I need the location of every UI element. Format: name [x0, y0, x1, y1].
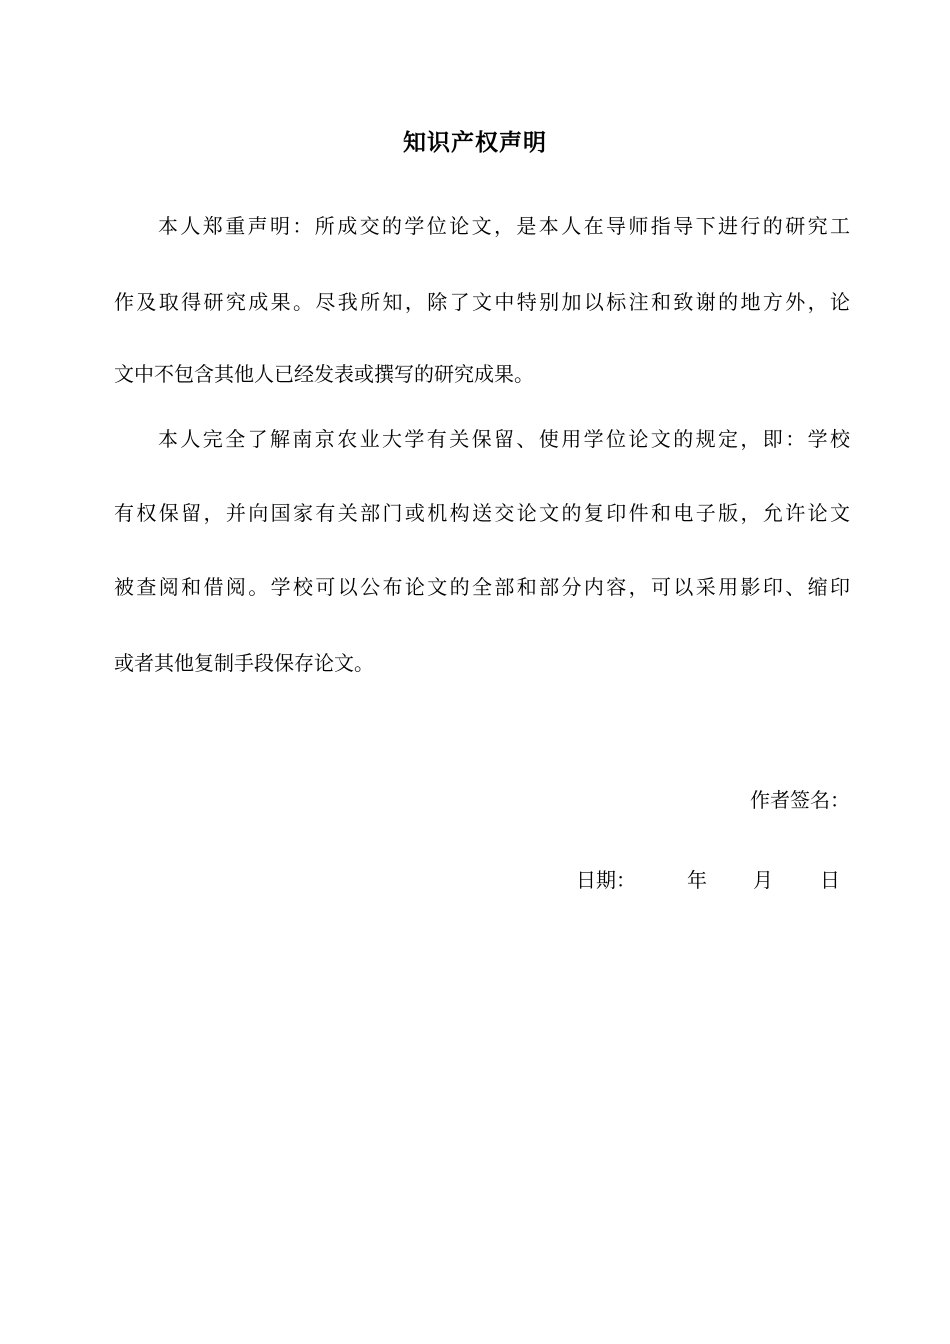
paragraph-1-line-1: 本人郑重声明：所成交的学位论文，是本人在导师指导下进行的研究工 [158, 214, 850, 238]
author-signature-label: 作者签名： [750, 788, 850, 812]
paragraph-1-line-3: 文中不包含其他人已经发表或撰写的研究成果。 [114, 362, 534, 386]
paragraph-2-line-2: 有权保留，并向国家有关部门或机构送交论文的复印件和电子版，允许论文 [114, 501, 850, 525]
paragraph-2-line-1: 本人完全了解南京农业大学有关保留、使用学位论文的规定，即：学校 [158, 427, 850, 451]
paragraph-2-line-4: 或者其他复制手段保存论文。 [114, 651, 374, 675]
day-label: 日 [820, 868, 840, 892]
paragraph-1-line-2: 作及取得研究成果。尽我所知，除了文中特别加以标注和致谢的地方外，论 [114, 290, 850, 314]
date-label: 日期： [576, 868, 636, 892]
page-title: 知识产权声明 [403, 129, 547, 156]
paragraph-2-line-3: 被查阅和借阅。学校可以公布论文的全部和部分内容，可以采用影印、缩印 [114, 575, 850, 599]
year-label: 年 [687, 868, 707, 892]
month-label: 月 [753, 868, 773, 892]
